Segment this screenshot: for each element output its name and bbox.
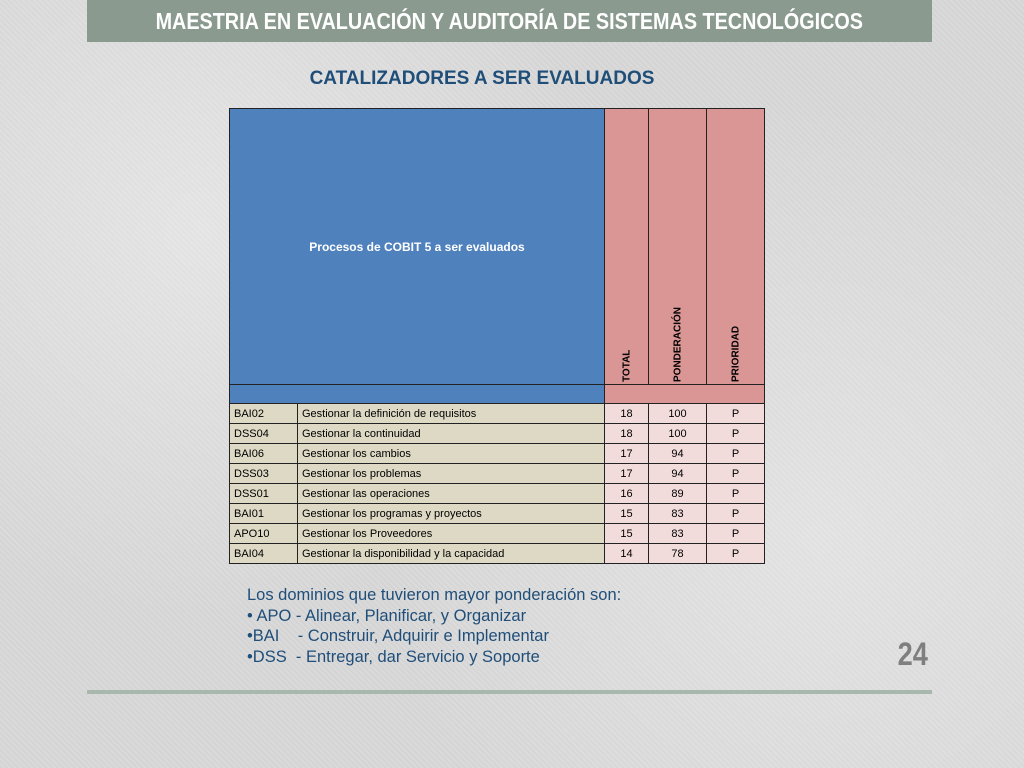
process-code: BAI01 — [230, 504, 298, 524]
prioridad-value: P — [707, 484, 765, 504]
header-spacer-pink — [605, 385, 765, 404]
process-name: Gestionar los Proveedores — [298, 524, 605, 544]
total-value: 18 — [605, 404, 649, 424]
prioridad-value: P — [707, 524, 765, 544]
header-spacer-blue — [230, 385, 605, 404]
notes-item: •DSS - Entregar, dar Servicio y Soporte — [247, 647, 540, 666]
process-code: APO10 — [230, 524, 298, 544]
process-code: BAI02 — [230, 404, 298, 424]
ponderacion-value: 89 — [649, 484, 707, 504]
header-spacer-row — [230, 385, 765, 404]
ponderacion-value: 100 — [649, 404, 707, 424]
process-code: DSS04 — [230, 424, 298, 444]
header-prioridad — [707, 109, 765, 385]
prioridad-value: P — [707, 424, 765, 444]
header-ponderacion-label: PONDERACIÓN — [672, 306, 683, 382]
header-total — [605, 109, 649, 385]
table-row — [230, 464, 765, 484]
header-procesos: Procesos de COBIT 5 a ser evaluados — [230, 109, 605, 385]
prioridad-value: P — [707, 444, 765, 464]
ponderacion-value: 83 — [649, 504, 707, 524]
ponderacion-value: 100 — [649, 424, 707, 444]
total-value: 15 — [605, 504, 649, 524]
process-name: Gestionar los cambios — [298, 444, 605, 464]
ponderacion-value: 83 — [649, 524, 707, 544]
total-value: 18 — [605, 424, 649, 444]
header-total-label: TOTAL — [621, 349, 632, 382]
table-row — [230, 544, 765, 564]
ponderacion-value: 94 — [649, 464, 707, 484]
notes-block — [247, 585, 621, 667]
prioridad-value: P — [707, 404, 765, 424]
process-name: Gestionar la continuidad — [298, 424, 605, 444]
process-name: Gestionar los programas y proyectos — [298, 504, 605, 524]
process-code: BAI04 — [230, 544, 298, 564]
ponderacion-value: 78 — [649, 544, 707, 564]
table-row — [230, 444, 765, 464]
total-value: 17 — [605, 464, 649, 484]
slide-title: MAESTRIA EN EVALUACIÓN Y AUDITORÍA DE SISTEMAS TECNOLÓGICOS — [155, 7, 864, 34]
process-name: Gestionar la definición de requisitos — [298, 404, 605, 424]
table-row — [230, 504, 765, 524]
subtitle-text: CATALIZADORES A SER EVALUADOS — [309, 68, 655, 89]
title-bar — [87, 0, 932, 42]
prioridad-value: P — [707, 464, 765, 484]
header-ponderacion — [649, 109, 707, 385]
process-name: Gestionar los problemas — [298, 464, 605, 484]
cobit-process-table — [229, 108, 765, 564]
total-value: 16 — [605, 484, 649, 504]
slide-number: 24 — [897, 636, 928, 672]
table-body — [230, 404, 765, 564]
table-row — [230, 524, 765, 544]
notes-item: • APO - Alinear, Planificar, y Organizar — [247, 606, 527, 625]
process-code: BAI06 — [230, 444, 298, 464]
subtitle — [0, 68, 1024, 90]
total-value: 15 — [605, 524, 649, 544]
process-code: DSS03 — [230, 464, 298, 484]
table-row — [230, 484, 765, 504]
bottom-divider — [87, 690, 932, 694]
process-name: Gestionar la disponibilidad y la capacidad — [298, 544, 605, 564]
header-prioridad-label: PRIORIDAD — [730, 325, 741, 382]
process-name: Gestionar las operaciones — [298, 484, 605, 504]
ponderacion-value: 94 — [649, 444, 707, 464]
table-row — [230, 404, 765, 424]
table-header-row — [230, 109, 765, 385]
prioridad-value: P — [707, 504, 765, 524]
notes-item: •BAI - Construir, Adquirir e Implementar — [247, 627, 549, 645]
prioridad-value: P — [707, 544, 765, 564]
notes-intro: Los dominios que tuvieron mayor ponderación son: — [247, 586, 622, 604]
total-value: 14 — [605, 544, 649, 564]
table-row — [230, 424, 765, 444]
process-code: DSS01 — [230, 484, 298, 504]
total-value: 17 — [605, 444, 649, 464]
